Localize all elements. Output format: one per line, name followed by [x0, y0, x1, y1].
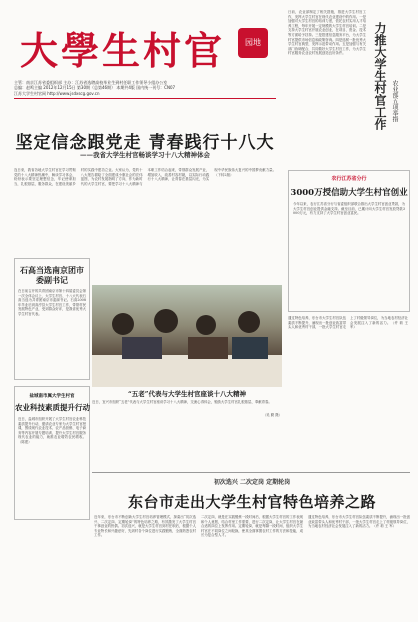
masthead-seal: [238, 28, 268, 58]
right-sub-kicker: 农行江苏省分行: [331, 176, 367, 182]
photo-headline: “五老”代表与大学生村官座谈十八大精神: [128, 390, 246, 398]
lead-body: 连日来，我省各地大学生村官在学习贯彻党的十八大精神热潮中，畅谈学习体会，纷纷表示要坚定理想信念，牢记使命担当，扎根基层、服务群众，在建设美丽乡村的实践中建功立业。大家认为，党的十八大报告描绘了全面建成小康社会的宏伟蓝图，为农村发展指明了方向，作为新时代的大学生村官，要把学习十八大精神与本职工作结合起来，带领群众发展产业，增加收入，改善村容村貌，以实际行动践行十八大精神，让青春在基层闪光，为实现中华民族伟大复兴的中国梦贡献力量。（下转2版）: [14, 168, 276, 186]
feature-body-3: 通过特色培养，东台市大学生村官队伍素质不断提升，涌现出一批创业致富带头人和优秀村干部，一批大学生村官走上了村级领导岗位，为当地农村经济社会发展注入了新的活力。（许 莉 王 军）: [308, 515, 410, 529]
left-bottom-story: [14, 386, 90, 520]
feature-headline: 东台市走出大学生村官特色培养之路: [127, 493, 376, 511]
photo-caption-block: [92, 389, 282, 417]
photo-caption: 近日，宜兴市组织“五老”代表与大学生村官座谈学习十八大精神，交流心得体会，勉励大学生村官扎根基层、奉献青春。: [92, 400, 272, 404]
feature-rule: [92, 472, 410, 473]
left-bottom-title: 农业科技素质提升行动: [15, 403, 90, 412]
meta-line-1: 主管：南京江苏省委组织部 主办：江苏省选聘高校毕业生到村任职工作领导小组办公室: [14, 80, 168, 85]
right-sub-body: 今年以来，农行江苏省分行与省委组织部联合推出大学生村官创业贷款，为大学生村官创业提供金融支持。截至目前，已累计向大学生村官发放贷款3000万元，有力支持了大学生村官创业富民。: [293, 202, 405, 216]
photo-credit: （吴 勤 摄）: [262, 413, 282, 417]
feature-columns: [94, 515, 410, 615]
photo-person-2: [154, 309, 178, 333]
photo-body-3: [232, 337, 268, 359]
photo-body-2: [188, 337, 228, 359]
left-top-title: 石高当选南京团市委副书记: [20, 265, 84, 285]
left-top-body: 在日前召开的共青团南京市第十四届委员会第一次全体会议上，大学生村官、十八大代表石高当选为共青团南京市委副书记。石高2008年毕业后到高淳县大学生村官工作，带领村民发展特色产业，受到群众好评，是我省优秀大学生村官代表。: [18, 289, 86, 316]
meta-line-2: 总编：赵鸣主编 2012年12月15日 第30期（总第46期） 本期共4版 国内统一刊号：CN07: [14, 85, 176, 91]
right-column-kicker: 农业部五项举措: [391, 80, 398, 122]
seal-text: 园地: [245, 38, 261, 47]
meta-line-3: 江苏大学生村官网 http://www.jsdxscg.gov.cn: [14, 90, 100, 96]
lead-subheadline: ——我省大学生村官畅谈学习十八大精神体会: [80, 151, 210, 159]
masthead: [14, 18, 284, 78]
photo-table: [92, 355, 282, 387]
right-column-body: 日前，农业部制定了相关措施，推进大学生村官工作，发挥大学生村官在现代农业建设中的作用。一是加强对大学生村官的培训力度，依托农村实用人才培养工程，每年开展一定规模的大学生村官培训。二是支持大学生村官开展农业创业，在项目、资金、技术等方面给予扶持。三是搭建信息服务平台，为大学生村官提供市场信息和政策咨询。四是选树一批优秀大学生村官典型，发挥示范带动作用。五是加强与有关部门协调配合，共同做好大学生村官工作，为大学生村官服务农业农村发展创造良好条件。: [288, 10, 366, 56]
feature-body-2: 二次定岗，就是在实践锻炼一段时间后，根据大学生村官的工作表现和个人意愿，结合村里工作需要，进行二次定岗，让大学生村官在最合适的岗位上发挥作用。定期轮岗，就是每隔一段时间，组织大学生村官在不同岗位之间轮换，使其全面掌握农村工作的方法和技能，成长为复合型人才。: [201, 515, 303, 538]
lead-headline: 坚定信念跟党走 青春践行十八大: [15, 133, 275, 153]
photo-person-3: [196, 315, 216, 335]
photo-body-1: [122, 337, 162, 359]
masthead-meta: [14, 80, 276, 96]
left-bottom-body: 近日，盐城市组织开展了大学生村官农业科技素质提升行动，邀请农业专家为大学生村官授课，围绕现代农业技术、农产品营销、电子商务等内容开展专题培训，提升大学生村官服务现代农业的能力，助推农业增效农民增收。（陈建）: [18, 417, 86, 444]
news-photo: [92, 285, 282, 387]
photo-person-4: [238, 311, 260, 333]
feature-kicker: 初次选兴 二次定岗 定期轮岗: [213, 479, 291, 486]
feature-body-1: 近年来，东台市不断创新大学生村官培养管理模式，探索出“初次选兴、二次定岗、定期轮岗”的特色培养之路，有效激发了大学生村官干事创业的热情。初次选兴，就是大学生村官到村任职后，根据个人专业特长和兴趣爱好，先到村各个岗位进行实践锻炼，全面熟悉农村工作。: [94, 515, 196, 538]
photo-person-1: [112, 313, 134, 335]
right-lower-body: 通过特色培养，东台市大学生村官队伍素质不断提升，涌现出一批创业致富带头人和优秀村干部，一批大学生村官走上了村级领导岗位，为当地农村经济社会发展注入了新的活力。（许 莉 王 军）: [288, 316, 408, 330]
left-top-story: [14, 258, 90, 380]
masthead-rule: [14, 98, 276, 99]
masthead-title: 大學生村官: [20, 28, 226, 73]
right-sub-title: 3000万授信助大学生村官创业: [290, 188, 408, 198]
right-column-headline: 力推大学生村官工作: [373, 22, 387, 130]
left-bottom-kicker: 盐城南市属大学生村官: [29, 394, 75, 399]
right-sub-story: [288, 170, 410, 312]
